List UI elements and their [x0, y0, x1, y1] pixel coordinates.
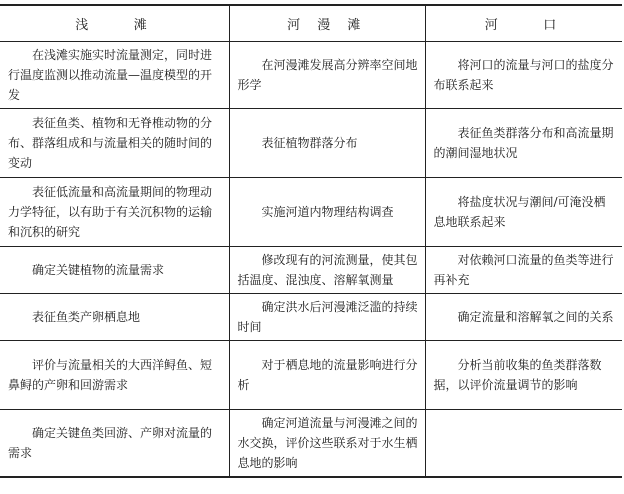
table-row: [0, 294, 622, 341]
table-cell: 在浅滩实施实时流量测定，同时进行温度监测以推动流量—温度模型的开发: [0, 42, 229, 109]
table-cell: 实施河道内物理结构调查: [229, 178, 425, 247]
table-cell-empty: [425, 410, 622, 478]
table-cell: 表征低流量和高流量期间的物理动力学特征，以有助于有关沉积物的运输和沉积的研究: [0, 178, 229, 247]
table-cell: 将盐度状况与潮间/可淹没栖息地联系起来: [425, 178, 622, 247]
table-cell: 确定洪水后河漫滩泛滥的持续时间: [229, 294, 425, 341]
table-cell: 在河漫滩发展高分辨率空间地形学: [229, 42, 425, 109]
table-cell: 确定关键鱼类回游、产卵对流量的需求: [0, 410, 229, 478]
table-row: [0, 341, 622, 410]
table-cell: 表征鱼类、植物和无脊椎动物的分布、群落组成和与流量相关的随时间的变动: [0, 109, 229, 178]
header-estuary: 河 口: [425, 5, 622, 42]
table-cell: 表征鱼类产卵栖息地: [0, 294, 229, 341]
table-row: [0, 109, 622, 178]
table-row: [0, 178, 622, 247]
table-row: [0, 247, 622, 294]
table-header-row: [0, 5, 622, 42]
table-row: [0, 42, 622, 109]
table-cell: 对于栖息地的流量影响进行分析: [229, 341, 425, 410]
table-cell: 表征鱼类群落分布和高流量期的潮间湿地状况: [425, 109, 622, 178]
table-cell: 将河口的流量与河口的盐度分布联系起来: [425, 42, 622, 109]
table-cell: 对依赖河口流量的鱼类等进行再补充: [425, 247, 622, 294]
table-cell: 确定河道流量与河漫滩之间的水交换，评价这些联系对于水生栖息地的影响: [229, 410, 425, 478]
header-shoal: 浅 滩: [0, 5, 229, 42]
table-cell: 分析当前收集的鱼类群落数据，以评价流量调节的影响: [425, 341, 622, 410]
table-cell: 确定关键植物的流量需求: [0, 247, 229, 294]
table-cell: 表征植物群落分布: [229, 109, 425, 178]
table-cell: 评价与流量相关的大西洋鲟鱼、短鼻鲟的产卵和回游需求: [0, 341, 229, 410]
header-floodplain: 河 漫 滩: [229, 5, 425, 42]
table-row: [0, 410, 622, 478]
table-cell: 确定流量和溶解氧之间的关系: [425, 294, 622, 341]
research-needs-table: [0, 4, 622, 478]
table-cell: 修改现有的河流测量，使其包括温度、混浊度、溶解氧测量: [229, 247, 425, 294]
